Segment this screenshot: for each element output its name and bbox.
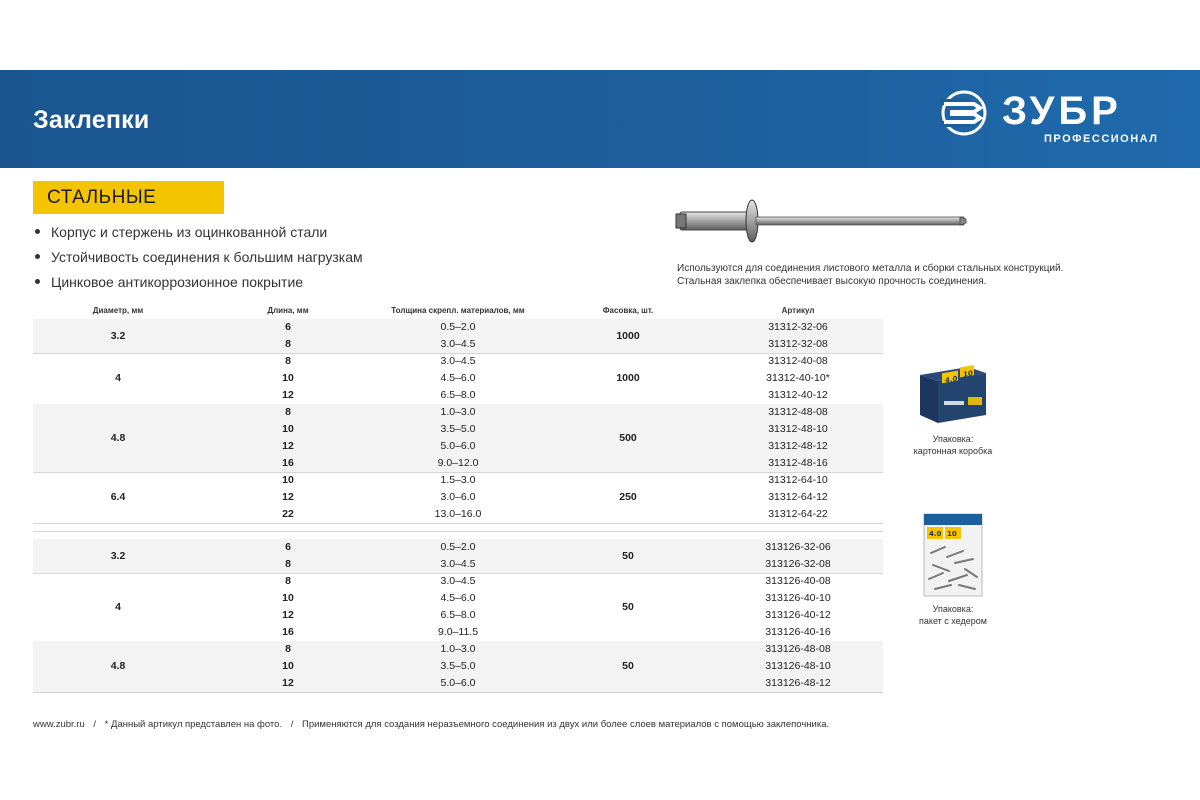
length-cell: 8: [285, 406, 291, 418]
thickness-cell: 3.0–4.5: [440, 355, 476, 367]
length-cell: 12: [282, 609, 294, 621]
thickness-cell: 3.5–5.0: [440, 660, 476, 672]
column-header: Диаметр, мм: [92, 306, 144, 315]
caption-line: картонная коробка: [913, 446, 993, 456]
article-cell: 31312-48-16: [768, 457, 828, 469]
diameter-cell: 4.8: [110, 431, 126, 444]
length-cell: 12: [282, 677, 294, 689]
article-cell: 31312-48-08: [768, 406, 828, 418]
diameter-cell: 3.2: [110, 329, 126, 342]
length-cell: 8: [285, 558, 291, 570]
article-cell: 313126-40-16: [765, 626, 831, 638]
thickness-cell: 3.0–6.0: [440, 491, 476, 503]
length-cell: 10: [282, 660, 294, 672]
length-cell: 10: [282, 474, 294, 486]
article-cell: 313126-48-10: [765, 660, 831, 672]
bullet-icon: [35, 254, 40, 259]
feature-item: [35, 222, 363, 247]
caption-line: Упаковка:: [932, 434, 974, 444]
thickness-cell: 5.0–6.0: [440, 677, 476, 689]
caption-line: пакет с хедером: [919, 616, 987, 626]
thickness-cell: 3.0–4.5: [440, 558, 476, 570]
page-title: Заклепки: [33, 106, 150, 134]
brand-logo: [940, 89, 1170, 151]
pack-cell: 1000: [616, 329, 640, 342]
article-cell: 31312-40-12: [768, 389, 828, 401]
bag-label: 4.0: [929, 530, 942, 538]
article-cell: 31312-40-08: [768, 355, 828, 367]
thickness-cell: 1.0–3.0: [440, 406, 476, 418]
caption-line: Упаковка:: [932, 604, 974, 614]
article-cell: 31312-48-10: [768, 423, 828, 435]
article-cell: 31312-32-08: [768, 338, 828, 350]
thickness-cell: 4.5–6.0: [440, 372, 476, 384]
bullet-icon: [35, 229, 40, 234]
column-header: Фасовка, шт.: [602, 306, 654, 315]
length-cell: 10: [282, 592, 294, 604]
bag-label-2: 10: [947, 530, 957, 538]
footer-separator: /: [93, 719, 97, 730]
footer-separator: /: [290, 719, 294, 730]
description-line: Используются для соединения листового металла и сборки стальных конструкций.: [677, 263, 1064, 274]
box-label-2: 10: [963, 368, 973, 379]
bullet-icon: [35, 279, 40, 284]
length-cell: 22: [282, 508, 294, 520]
feature-list: [35, 222, 363, 297]
feature-text: Устойчивость соединения к большим нагрузкам: [51, 249, 363, 265]
diameter-cell: 4.8: [110, 660, 126, 672]
thickness-cell: 6.5–8.0: [440, 609, 476, 621]
article-cell: 313126-32-06: [765, 541, 831, 553]
thickness-cell: 5.0–6.0: [440, 440, 476, 452]
feature-text: Корпус и стержень из оцинкованной стали: [51, 224, 328, 240]
thickness-cell: 1.0–3.0: [440, 643, 476, 655]
length-cell: 6: [285, 541, 291, 553]
length-cell: 12: [282, 440, 294, 452]
category-label: СТАЛЬНЫЕ: [47, 187, 157, 208]
article-cell: 313126-32-08: [765, 558, 831, 570]
thickness-cell: 0.5–2.0: [440, 321, 476, 333]
box-label: 4.0: [945, 373, 958, 385]
article-cell: 31312-32-06: [768, 321, 828, 333]
article-cell: 313126-40-10: [765, 592, 831, 604]
category-badge: [33, 181, 224, 214]
feature-item: [35, 247, 363, 272]
thickness-cell: 9.0–12.0: [437, 457, 479, 469]
bag-with-header-image: [923, 513, 983, 597]
cardboard-box-image: [918, 363, 988, 425]
article-cell: 313126-48-08: [765, 643, 831, 655]
brand-subtitle: ПРОФЕССИОНАЛ: [1044, 133, 1159, 145]
rivet-illustration: [674, 198, 974, 248]
description: [677, 262, 1097, 288]
article-cell: 313126-48-12: [765, 677, 831, 689]
length-cell: 16: [282, 626, 294, 638]
brand-emblem-icon: [940, 89, 998, 137]
length-cell: 8: [285, 338, 291, 350]
thickness-cell: 6.5–8.0: [440, 389, 476, 401]
pack-cell: 500: [619, 431, 637, 444]
length-cell: 8: [285, 355, 291, 367]
pack-cell: 250: [619, 491, 637, 503]
diameter-cell: 4: [115, 372, 121, 384]
header-band: [0, 70, 1200, 168]
footer-site-link[interactable]: www.zubr.ru: [33, 719, 85, 730]
packaging-caption: [914, 433, 993, 457]
pack-cell: 50: [622, 660, 634, 672]
thickness-cell: 3.5–5.0: [440, 423, 476, 435]
length-cell: 10: [282, 423, 294, 435]
article-cell: 31312-40-10*: [766, 372, 830, 384]
article-cell: 313126-40-08: [765, 575, 831, 587]
footer-note: * Данный артикул представлен на фото.: [104, 719, 283, 730]
table-rule: [33, 692, 883, 693]
diameter-cell: 6.4: [110, 491, 126, 503]
diameter-cell: 4: [115, 600, 121, 613]
table-rule: [33, 523, 883, 524]
table-rule: [33, 531, 883, 532]
thickness-cell: 13.0–16.0: [434, 508, 482, 520]
length-cell: 12: [282, 491, 294, 503]
length-cell: 6: [285, 321, 291, 333]
feature-text: Цинковое антикоррозионное покрытие: [51, 274, 304, 290]
thickness-cell: 3.0–4.5: [440, 575, 476, 587]
footer: [33, 719, 835, 730]
length-cell: 8: [285, 643, 291, 655]
thickness-cell: 0.5–2.0: [440, 541, 476, 553]
packaging-caption: [919, 603, 987, 627]
article-cell: 31312-64-12: [768, 491, 828, 503]
feature-item: [35, 272, 363, 297]
length-cell: 16: [282, 457, 294, 469]
column-header: Толщина скрепл. материалов, мм: [391, 306, 525, 315]
thickness-cell: 3.0–4.5: [440, 338, 476, 350]
brand-name: ЗУБР: [1002, 89, 1122, 133]
description-line: Стальная заклепка обеспечивает высокую прочность соединения.: [677, 276, 987, 287]
length-cell: 8: [285, 575, 291, 587]
length-cell: 12: [282, 389, 294, 401]
pack-cell: 1000: [616, 372, 640, 384]
pack-cell: 50: [622, 600, 634, 613]
thickness-cell: 1.5–3.0: [440, 474, 476, 486]
footer-usage: Применяются для создания неразъемного соединения из двух или более слоев материалов с помощью заклепочника.: [302, 719, 830, 730]
pack-cell: 50: [622, 549, 634, 562]
article-cell: 31312-48-12: [768, 440, 828, 452]
column-header: Артикул: [781, 306, 815, 315]
article-cell: 31312-64-10: [768, 474, 828, 486]
diameter-cell: 3.2: [110, 549, 126, 562]
article-cell: 313126-40-12: [765, 609, 831, 621]
column-header: Длина, мм: [267, 306, 309, 315]
article-cell: 31312-64-22: [768, 508, 828, 520]
thickness-cell: 4.5–6.0: [440, 592, 476, 604]
thickness-cell: 9.0–11.5: [437, 626, 479, 638]
length-cell: 10: [282, 372, 294, 384]
